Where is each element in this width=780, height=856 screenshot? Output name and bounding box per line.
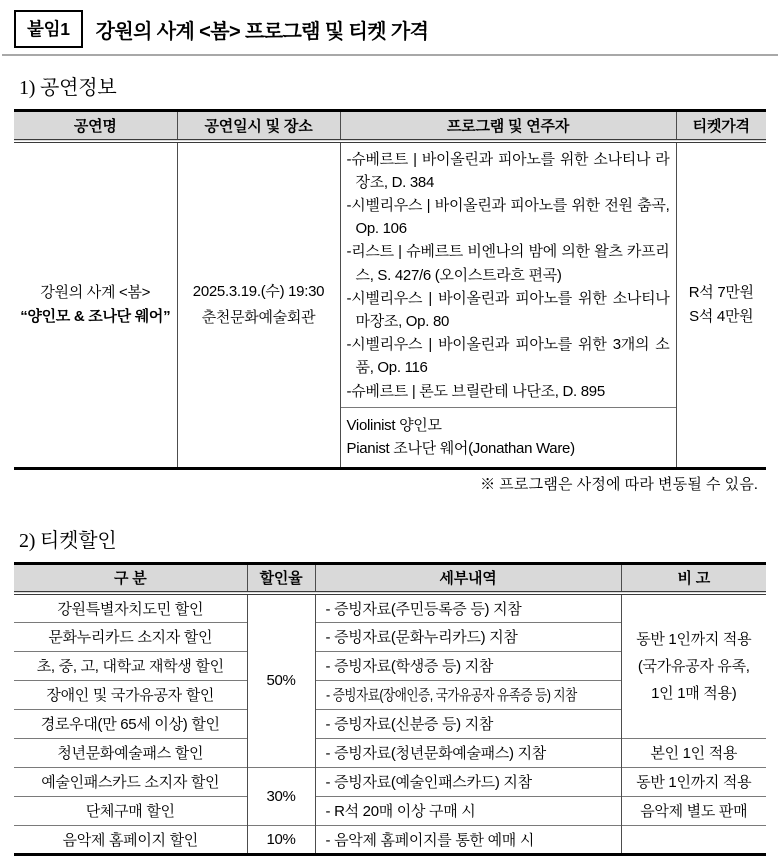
performers-title: “양인모 & 조나단 웨어” [20, 307, 171, 325]
datetime-venue-cell [177, 141, 340, 469]
performance-name-cell [14, 141, 177, 469]
column-header-discount-rate: 할인율 [247, 563, 315, 593]
column-header-details: 세부내역 [315, 563, 621, 593]
discount-detail: - R석 20매 이상 구매 시 [315, 796, 621, 825]
table1-program-row [14, 141, 766, 408]
discount-row [14, 593, 766, 622]
discount-category: 강원특별자치도민 할인 [14, 593, 247, 622]
discount-row [14, 825, 766, 854]
table2-header-row [14, 563, 766, 593]
document-title: 강원의 사계 <봄> 프로그램 및 티켓 가격 [95, 20, 429, 43]
discount-category: 음악제 홈페이지 할인 [14, 825, 247, 854]
price-s-seat: S석 4만원 [689, 307, 754, 325]
performance-venue: 춘천문화예술회관 [201, 308, 316, 326]
discount-category: 예술인패스카드 소지자 할인 [14, 767, 247, 796]
discount-row [14, 767, 766, 796]
discount-rate-30: 30% [247, 767, 315, 825]
program-item: -슈베르트 | 론도 브릴란테 나단조, D. 895 [346, 382, 605, 400]
discount-row [14, 738, 766, 767]
discount-remark: 본인 1인 적용 [621, 738, 766, 767]
program-item: -시벨리우스 | 바이올린과 피아노를 위한 소나티나 마장조, Op. 80 [346, 289, 670, 330]
column-header-datetime-venue: 공연일시 및 장소 [177, 111, 340, 141]
violinist-line: Violinist 양인모 [346, 416, 442, 434]
program-item: -리스트 | 슈베르트 비엔나의 밤에 의한 왈츠 카프리스, S. 427/6 (오이스트라흐 편곡) [346, 243, 670, 284]
discount-category: 단체구매 할인 [14, 796, 247, 825]
discount-detail: - 증빙자료(신분증 등) 지참 [315, 709, 621, 738]
discount-category: 경로우대(만 65세 이상) 할인 [14, 709, 247, 738]
discount-remark-empty [621, 825, 766, 854]
discount-rate-10: 10% [247, 825, 315, 854]
program-item: -시벨리우스 | 바이올린과 피아노를 위한 전원 춤곡, Op. 106 [346, 196, 670, 238]
discount-row [14, 796, 766, 825]
section1-heading: 1) 공연정보 [19, 77, 117, 99]
program-item: -슈베르트 | 바이올린과 피아노를 위한 소나티나 라장조, D. 384 [346, 150, 670, 191]
ticket-discount-table [14, 562, 766, 856]
attachment-badge: 붙임1 [14, 10, 83, 48]
price-r-seat: R석 7만원 [688, 283, 754, 301]
performers-cell [340, 407, 676, 468]
column-header-category: 구 분 [14, 563, 247, 593]
column-header-ticket-price: 티켓가격 [676, 111, 766, 141]
discount-remark: 동반 1인까지 적용 [621, 767, 766, 796]
performance-datetime: 2025.3.19.(수) 19:30 [192, 282, 325, 300]
remark-line: 1인 1매 적용) [651, 684, 737, 702]
discount-remark: 음악제 별도 판매 [621, 796, 766, 825]
performance-info-table [14, 109, 766, 470]
section2-heading: 2) 티켓할인 [19, 529, 117, 552]
discount-category: 장애인 및 국가유공자 할인 [14, 680, 247, 709]
discount-detail: - 증빙자료(예술인패스카드) 지참 [315, 767, 621, 796]
remark-line: (국가유공자 유족, [637, 657, 750, 675]
column-header-performance-name: 공연명 [14, 111, 177, 141]
discount-category: 문화누리카드 소지자 할인 [14, 622, 247, 651]
discount-category: 청년문화예술패스 할인 [14, 738, 247, 767]
discount-detail: - 증빙자료(청년문화예술패스) 지참 [315, 738, 621, 767]
column-header-program-performers: 프로그램 및 연주자 [340, 111, 676, 141]
discount-detail: - 증빙자료(주민등록증 등) 지참 [315, 593, 621, 622]
performance-name: 강원의 사계 <봄> [40, 283, 151, 301]
document-header [14, 8, 766, 48]
discount-detail [315, 680, 621, 709]
pianist-line: Pianist 조나단 웨어(Jonathan Ware) [346, 440, 575, 458]
remark-line: 동반 1인까지 적용 [636, 630, 752, 648]
discount-remark-merged [621, 593, 766, 738]
program-list-cell [340, 141, 676, 408]
discount-rate-50: 50% [247, 593, 315, 767]
discount-detail: - 음악제 홈페이지를 통한 예매 시 [315, 825, 621, 854]
program-change-note: ※ 프로그램은 사정에 따라 변동될 수 있음. [480, 476, 758, 493]
table1-header-row [14, 111, 766, 141]
program-item: -시벨리우스 | 바이올린과 피아노를 위한 3개의 소품, Op. 116 [346, 336, 670, 377]
ticket-price-cell [676, 141, 766, 469]
discount-detail: - 증빙자료(문화누리카드) 지참 [315, 622, 621, 651]
discount-detail: - 증빙자료(학생증 등) 지참 [315, 651, 621, 680]
column-header-remarks: 비 고 [621, 563, 766, 593]
header-divider [2, 54, 778, 56]
discount-detail-condensed: - 증빙자료(장애인증, 국가유공자 유족증 등) 지참 [325, 687, 577, 705]
discount-category: 초, 중, 고, 대학교 재학생 할인 [14, 651, 247, 680]
